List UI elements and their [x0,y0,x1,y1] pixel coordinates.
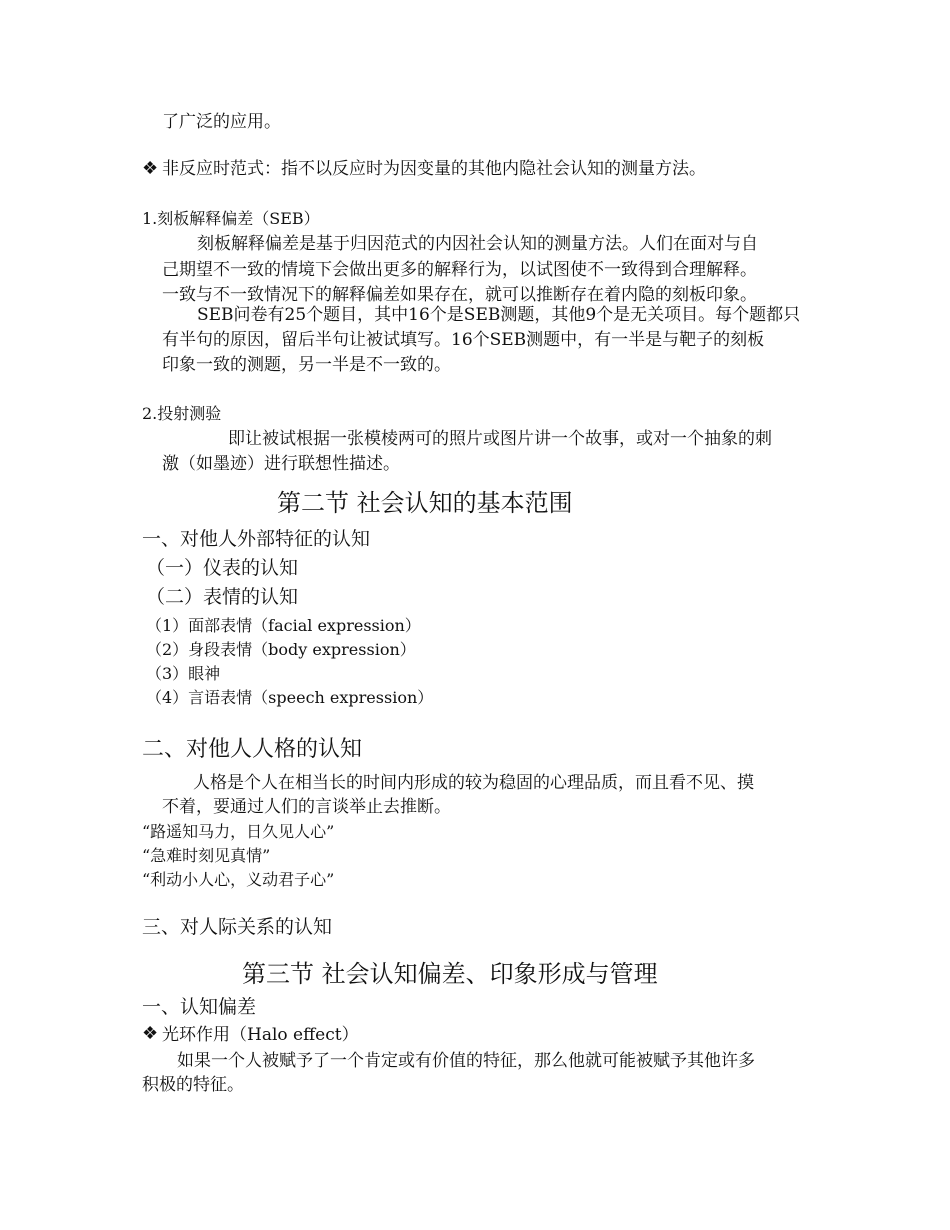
proverb-quote: “路遥知马力，日久见人心” [142,822,335,841]
paragraph-continuation: 了广泛的应用。 [162,112,281,132]
personality-paragraph-line: 不着，要通过人们的言谈举止去推断。 [162,797,451,817]
projective-paragraph-line: 即让被试根据一张模棱两可的照片或图片讲一个故事，或对一个抽象的刺 [228,429,772,449]
seb-paragraph-line: 刻板解释偏差是基于归因范式的内因社会认知的测量方法。人们在面对与自 [197,234,758,254]
bullet-diamond-icon: ❖ [142,1023,159,1044]
bullet-diamond-icon: ❖ [142,158,159,179]
personality-paragraph-line: 人格是个人在相当长的时间内形成的较为稳固的心理品质，而且看不见、摸 [193,773,754,793]
section-2-heading-2: 二、对他人人格的认知 [142,737,363,762]
seb-heading: 1.刻板解释偏差（SEB） [142,209,320,228]
nonrt-paradigm-definition: 非反应时范式：指不以反应时为因变量的其他内隐社会认知的测量方法。 [162,159,706,179]
expression-item: （4）言语表情（speech expression） [146,688,434,707]
projective-test-heading: 2.投射测验 [142,404,222,423]
projective-paragraph-line: 激（如墨迹）进行联想性描述。 [162,454,400,474]
section-2-heading-1: 一、对他人外部特征的认知 [142,528,371,550]
expression-item: （3）眼神 [146,664,221,683]
proverb-quote: “利动小人心，义动君子心” [142,870,335,889]
expression-item: （2）身段表情（body expression） [146,640,416,659]
seb-paragraph-line: SEB问卷有25个题目，其中16个是SEB测题，其他9个是无关项目。每个题都只 [197,305,801,325]
halo-paragraph-line: 如果一个人被赋予了一个肯定或有价值的特征，那么他就可能被赋予其他许多 [177,1051,755,1071]
section-2-subheading-2: （二）表情的认知 [146,586,299,608]
seb-paragraph-line: 有半句的原因，留后半句让被试填写。16个SEB测题中，有一半是与靶子的刻板 [162,330,765,350]
halo-paragraph-line: 积极的特征。 [142,1075,244,1095]
proverb-quote: “急难时刻见真情” [142,846,271,865]
expression-item: （1）面部表情（facial expression） [146,616,421,635]
seb-paragraph-line: 一致与不一致情况下的解释偏差如果存在，就可以推断存在着内隐的刻板印象。 [162,285,757,305]
section-3-title: 第三节 社会认知偏差、印象形成与管理 [242,960,658,988]
section-3-heading-1: 一、认知偏差 [142,996,257,1018]
section-2-title: 第二节 社会认知的基本范围 [277,489,573,517]
seb-paragraph-line: 印象一致的测题，另一半是不一致的。 [162,355,451,375]
seb-paragraph-line: 己期望不一致的情境下会做出更多的解释行为，以试图使不一致得到合理解释。 [162,260,757,280]
section-2-subheading-1: （一）仪表的认知 [146,557,299,579]
halo-effect-heading: 光环作用（Halo effect） [162,1025,359,1045]
section-2-heading-3: 三、对人际关系的认知 [142,916,333,938]
